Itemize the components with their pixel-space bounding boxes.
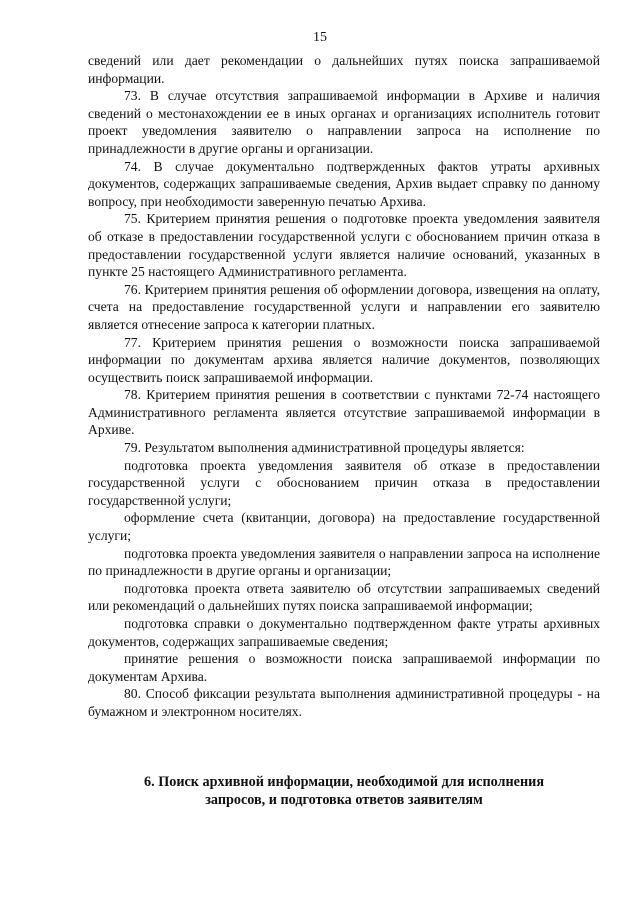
page-number: 15 (313, 30, 327, 45)
document-body (88, 52, 600, 721)
result-item: подготовка проекта ответа заявителю об отсутствии запрашиваемых сведений или рекомендаций о дальнейших путях поиска запрашиваемой информации; (88, 580, 600, 614)
section-heading-line-1: 6. Поиск архивной информации, необходимой для исполнения (144, 774, 544, 790)
paragraph-76: 76. Критерием принятия решения об оформлении договора, извещения на оплату, счета на предоставление государственной услуги и направлении его заявителю является отнесение запроса к категории платных. (88, 281, 600, 332)
paragraph-78: 78. Критерием принятия решения в соответствии с пунктами 72-74 настоящего Административного регламента является отсутствие запрашиваемой информации в Архиве. (88, 387, 600, 438)
section-heading (88, 773, 600, 809)
paragraph-77: 77. Критерием принятия решения о возможности поиска запрашиваемой информации по документам архива является наличие документов, позволяющих осуществить поиск запрашиваемой информации. (88, 334, 600, 385)
paragraph-75: 75. Критерием принятия решения о подготовке проекта уведомления заявителя об отказе в предоставлении государственной услуги с обоснованием причин отказа в предоставлении государственной услуги является наличие оснований, указанных в пункте 25 настоящего Административного регламента. (88, 211, 600, 280)
result-item: подготовка проекта уведомления заявителя об отказе в предоставлении государственной услуги с обоснованием причин отказа в предоставлении государственной услуги; (88, 457, 600, 508)
paragraph-74: 74. В случае документально подтвержденных фактов утраты архивных документов, содержащих запрашиваемые сведения, Архив выдает справку по данному вопросу, при необходимости заверенную печатью Архива. (88, 158, 600, 209)
result-item: принятие решения о возможности поиска запрашиваемой информации по документам Архива. (88, 651, 600, 684)
result-item: подготовка проекта уведомления заявителя о направлении запроса на исполнение по принадлежности в другие органы и организации; (88, 545, 600, 579)
result-item: оформление счета (квитанции, договора) на предоставление государственной услуги; (88, 510, 600, 544)
section-heading-line-2: запросов, и подготовка ответов заявителям (205, 792, 483, 808)
paragraph-79: 79. Результатом выполнения административной процедуры является: (124, 440, 525, 456)
paragraph-continuation: сведений или дает рекомендации о дальнейших путях поиска запрашиваемой информации. (88, 53, 600, 86)
paragraph-73: 73. В случае отсутствия запрашиваемой информации в Архиве и наличия сведений о местонахождении ее в иных органах и организациях исполнитель готовит проект уведомления заявителю о направлении запроса на исполнение по принадлежности в другие органы и организации. (88, 88, 600, 156)
result-item: подготовка справки о документально подтвержденном факте утраты архивных документов, содержащих запрашиваемые сведения; (88, 616, 600, 649)
paragraph-80: 80. Способ фиксации результата выполнения административной процедуры - на бумажном и электронном носителях. (88, 686, 600, 719)
